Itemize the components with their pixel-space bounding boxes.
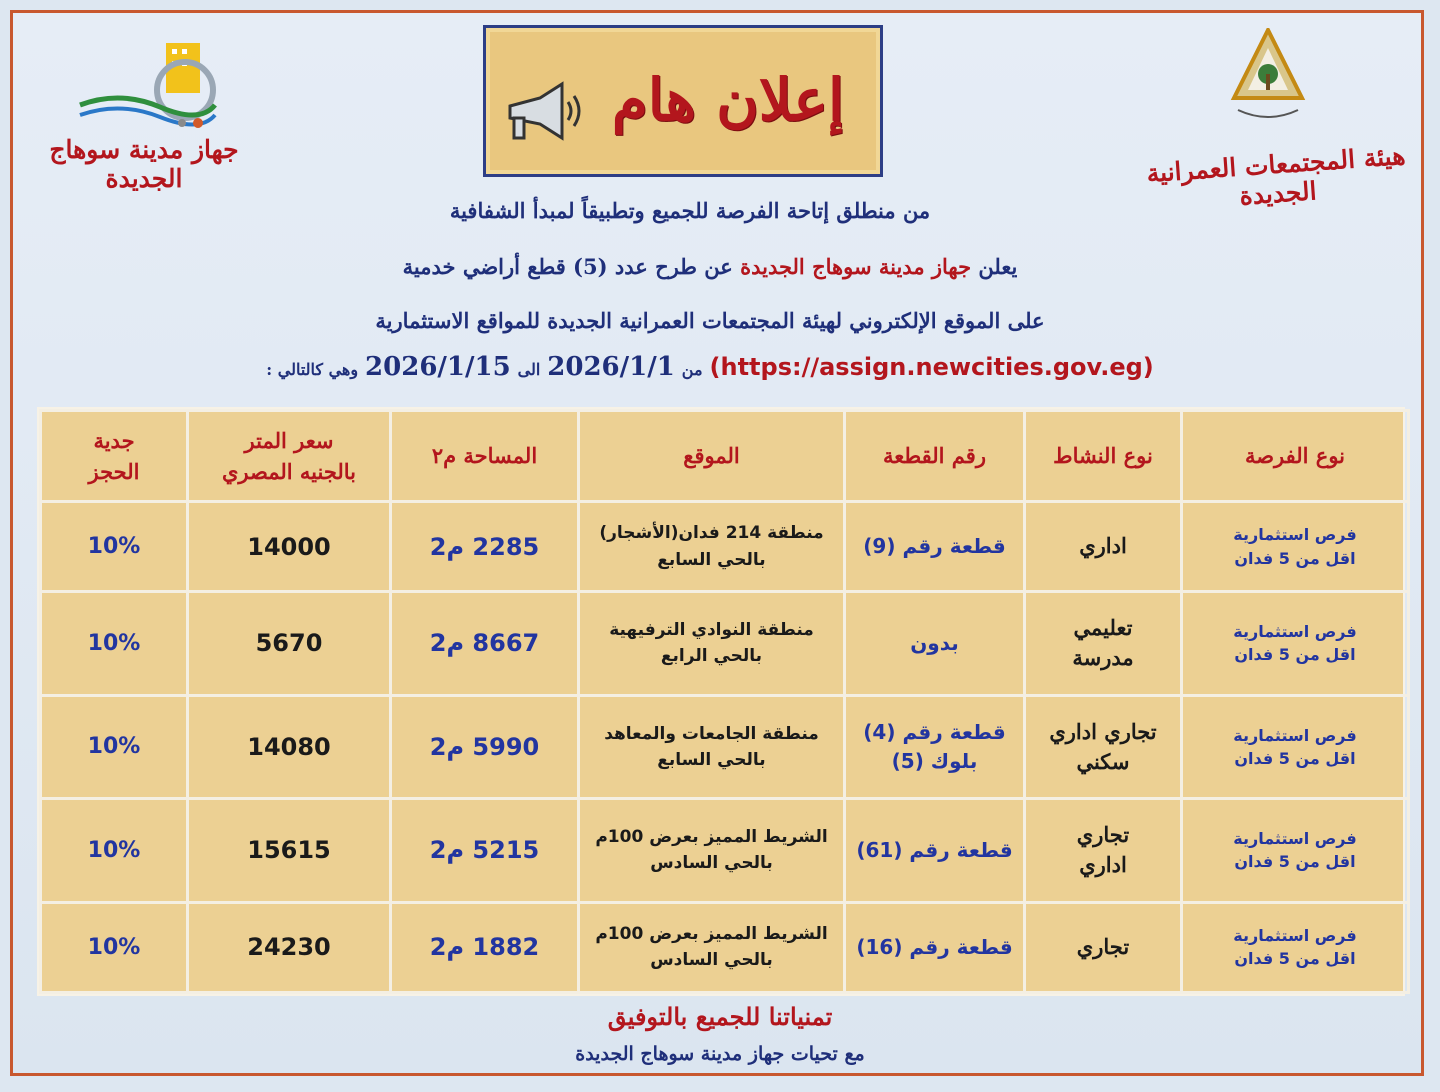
cell-location: منطقة النوادي الترفيهية بالحي الرابع — [579, 592, 845, 696]
cell-deposit: 10% — [41, 799, 188, 903]
cell-location: منطقة 214 فدان(الأشجار) بالحي السابع — [579, 502, 845, 592]
table-row — [41, 502, 1409, 592]
cell-deposit: 10% — [41, 902, 188, 992]
cell-price: 14000 — [188, 502, 391, 592]
intro-city-name: جهاز مدينة سوهاج الجديدة — [740, 254, 972, 279]
cell-area: 5215 م2 — [391, 799, 579, 903]
cell-area: 8667 م2 — [391, 592, 579, 696]
new-sohag-logo — [70, 35, 220, 130]
cell-activity: تعليمي مدرسة — [1025, 592, 1182, 696]
table-row — [41, 902, 1409, 992]
cell-activity: تجاري اداري — [1025, 799, 1182, 903]
table-row — [41, 695, 1409, 799]
to-label: الى — [517, 360, 541, 379]
ncua-logo — [1228, 28, 1308, 128]
announcement-banner — [483, 25, 883, 177]
intro-line-4 — [0, 352, 1430, 382]
cell-location: الشريط المميز بعرض 100م بالحي السادس — [579, 799, 845, 903]
cell-price: 5670 — [188, 592, 391, 696]
cell-type: فرص استثمارية اقل من 5 فدان — [1182, 592, 1409, 696]
header-opportunity-type: نوع الفرصة — [1182, 411, 1409, 502]
cell-price: 24230 — [188, 902, 391, 992]
cell-type: فرص استثمارية اقل من 5 فدان — [1182, 902, 1409, 992]
header-plot-number: رقم القطعة — [845, 411, 1025, 502]
cell-type: فرص استثمارية اقل من 5 فدان — [1182, 799, 1409, 903]
intro-line-2-a: يعلن — [978, 254, 1018, 279]
cell-activity: تجاري اداري سكني — [1025, 695, 1182, 799]
cell-deposit: 10% — [41, 695, 188, 799]
cell-price: 14080 — [188, 695, 391, 799]
table-row — [41, 799, 1409, 903]
intro-line-2 — [0, 254, 1430, 279]
header-location: الموقع — [579, 411, 845, 502]
date-from: 2026/1/1 — [547, 352, 675, 382]
header-price: سعر المتر بالجنيه المصري — [188, 411, 391, 502]
plots-table — [37, 407, 1405, 996]
cell-area: 2285 م2 — [391, 502, 579, 592]
intro-line-2-c: عن طرح عدد (5) قطع أراضي خدمية — [402, 254, 733, 279]
cell-area: 1882 م2 — [391, 902, 579, 992]
cell-area: 5990 م2 — [391, 695, 579, 799]
cell-plot: قطعة رقم (61) — [845, 799, 1025, 903]
header-activity-type: نوع النشاط — [1025, 411, 1182, 502]
cell-deposit: 10% — [41, 502, 188, 592]
header-area: المساحة م٢ — [391, 411, 579, 502]
sohag-city-caption: جهاز مدينة سوهاج الجديدة — [49, 135, 239, 193]
cell-activity: تجاري — [1025, 902, 1182, 992]
cell-price: 15615 — [188, 799, 391, 903]
header-deposit: جدية الحجز — [41, 411, 188, 502]
ncua-caption: هيئة المجتمعات العمرانية الجديدة — [1145, 141, 1407, 211]
cell-type: فرص استثمارية اقل من 5 فدان — [1182, 502, 1409, 592]
table-header-row — [41, 411, 1409, 502]
cell-activity: اداري — [1025, 502, 1182, 592]
banner-title: إعلان هام — [611, 66, 845, 134]
cell-plot: بدون — [845, 592, 1025, 696]
intro-line-3: على الموقع الإلكتروني لهيئة المجتمعات العمرانية الجديدة للمواقع الاستثمارية — [375, 308, 1045, 333]
cell-plot: قطعة رقم (4) بلوك (5) — [845, 695, 1025, 799]
cell-type: فرص استثمارية اقل من 5 فدان — [1182, 695, 1409, 799]
cell-plot: قطعة رقم (9) — [845, 502, 1025, 592]
from-label: من — [681, 360, 703, 379]
date-to: 2026/1/15 — [365, 352, 511, 382]
intro-line-1: من منطلق إتاحة الفرصة للجميع وتطبيقاً لمبدأ الشفافية — [449, 198, 931, 223]
table-row — [41, 592, 1409, 696]
cell-location: الشريط المميز بعرض 100م بالحي السادس — [579, 902, 845, 992]
footer-wish: تمنياتنا للجميع بالتوفيق — [607, 1002, 833, 1031]
intro-line-4-end: وهي كالتالي : — [266, 360, 359, 379]
cell-plot: قطعة رقم (16) — [845, 902, 1025, 992]
footer-regards: مع تحيات جهاز مدينة سوهاج الجديدة — [575, 1043, 865, 1065]
megaphone-icon — [500, 78, 590, 148]
cell-deposit: 10% — [41, 592, 188, 696]
website-link[interactable]: (https://assign.newcities.gov.eg) — [709, 353, 1154, 381]
cell-location: منطقة الجامعات والمعاهد بالحي السابع — [579, 695, 845, 799]
